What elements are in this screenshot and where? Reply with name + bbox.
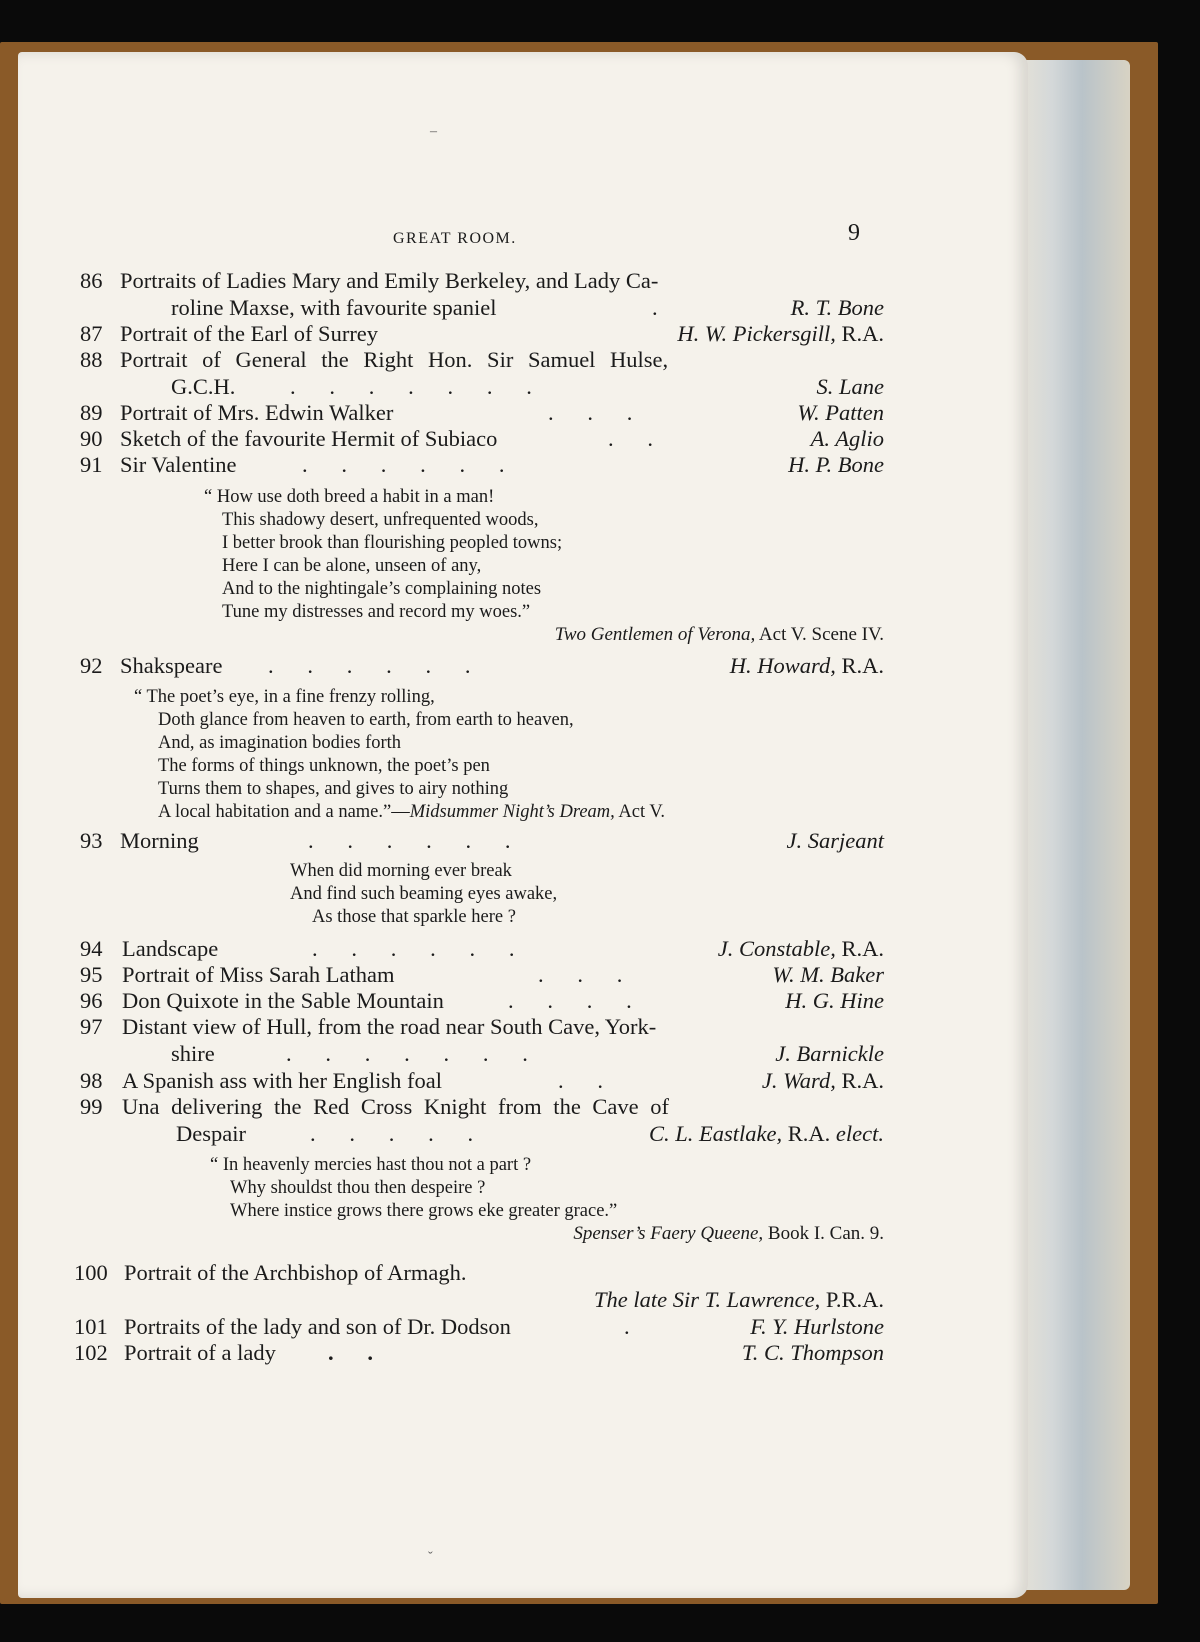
artist-name: A. Aglio <box>810 426 884 451</box>
verse-line: The forms of things unknown, the poet’s pen <box>158 756 490 776</box>
artist-name: W. M. Baker <box>772 962 884 987</box>
entry-number: 86 <box>80 268 103 293</box>
entry-number: 92 <box>80 653 103 678</box>
page-number: 9 <box>848 220 860 246</box>
verse-line: I better brook than flourishing peopled towns; <box>222 533 563 553</box>
verse-line: “ In heavenly mercies hast thou not a part ? <box>210 1155 532 1175</box>
verse-line-with-source <box>158 801 665 824</box>
verse-line: “ How use doth breed a habit in a man! <box>204 487 495 507</box>
leader-dots: . <box>624 1314 630 1339</box>
leader-dots: . . <box>558 1068 603 1093</box>
artist-credit <box>594 1287 884 1313</box>
entry-number: 102 <box>74 1340 108 1365</box>
artist-suffix-elect: elect. <box>835 1121 884 1146</box>
entry-title-cont: shire <box>171 1041 215 1066</box>
entry-title: Portrait of a lady <box>124 1340 276 1365</box>
artist-name: C. L. Eastlake, <box>649 1121 783 1146</box>
leader-dots: . . . . . . . <box>286 1041 528 1066</box>
artist-name: J. Sarjeant <box>786 828 884 853</box>
entry-title: Portrait of General the Right Hon. Sir Samuel Hulse, <box>120 347 669 372</box>
leader-dots: . . . . . . . <box>290 374 532 399</box>
artist-name: H. W. Pickersgill, <box>677 321 836 346</box>
verse-text: A local habitation and a name.”— <box>158 802 410 822</box>
artist-credit <box>762 1068 884 1094</box>
artist-name: J. Constable, <box>717 936 836 961</box>
verse-line: This shadowy desert, unfrequented woods, <box>222 510 539 530</box>
entry-title: Shakspeare <box>120 653 223 678</box>
entry-number: 87 <box>80 321 103 346</box>
artist-name: H. G. Hine <box>785 988 884 1013</box>
artist-name: J. Ward, <box>761 1068 836 1093</box>
artist-name: H. Howard, <box>729 653 836 678</box>
artist-suffix: R.A. <box>782 1121 836 1146</box>
artist-name: W. Patten <box>797 400 884 425</box>
source-ref: Act V. <box>614 802 665 822</box>
entry-number: 89 <box>80 400 103 425</box>
verse-line: Why shouldst thou then despeire ? <box>230 1178 486 1198</box>
artist-suffix: R.A. <box>835 653 884 678</box>
leader-dots: . . . . . <box>310 1121 474 1146</box>
entry-title: Landscape <box>122 936 219 961</box>
entry-title: Portrait of Miss Sarah Latham <box>122 962 395 987</box>
entry-number: 96 <box>80 988 103 1013</box>
artist-suffix: R.A. <box>835 321 884 346</box>
entry-title-cont: Despair <box>176 1121 246 1146</box>
artist-suffix: R.A. <box>835 936 884 961</box>
source-title: Spenser’s Faery Queene, <box>573 1223 764 1244</box>
source-ref: Book I. Can. 9. <box>763 1223 884 1244</box>
entry-title: Sir Valentine <box>120 452 237 477</box>
entry-number: 101 <box>74 1314 108 1339</box>
verse-line: When did morning ever break <box>290 861 512 881</box>
verse-line: As those that sparkle here ? <box>312 907 516 927</box>
quote-source <box>555 624 884 646</box>
entry-number: 100 <box>74 1260 108 1285</box>
leader-dots: . . . <box>538 962 623 987</box>
artist-name: F. Y. Hurlstone <box>750 1314 884 1339</box>
verse-line: Turns them to shapes, and gives to airy nothing <box>158 779 509 799</box>
artist-name: T. Lawrence, <box>704 1287 821 1312</box>
leader-dots: . . . . <box>508 988 632 1013</box>
source-title: Two Gentlemen of Verona, <box>554 624 756 645</box>
entry-number: 90 <box>80 426 103 451</box>
entry-title-cont: G.C.H. <box>171 374 236 399</box>
running-head: GREAT ROOM. <box>393 230 517 247</box>
verse-line: Doth glance from heaven to earth, from earth to heaven, <box>158 710 574 730</box>
leader-dots: . . <box>328 1340 373 1365</box>
page-edges <box>1010 60 1130 1590</box>
catalogue-page <box>18 52 1028 1598</box>
entry-number: 98 <box>80 1068 103 1093</box>
entry-number: 97 <box>80 1014 103 1039</box>
entry-title: Portrait of the Earl of Surrey <box>120 321 379 346</box>
entry-title: Portrait of the Archbishop of Armagh. <box>124 1260 467 1285</box>
printer-ornament: ˇ <box>428 1550 433 1565</box>
entry-title: Portrait of Mrs. Edwin Walker <box>120 400 394 425</box>
entry-title: Portraits of Ladies Mary and Emily Berkeley, and Lady Ca- <box>120 268 659 293</box>
verse-line: And find such beaming eyes awake, <box>290 884 558 904</box>
artist-credit <box>730 653 884 679</box>
entry-number: 99 <box>80 1094 103 1119</box>
artist-prefix: The late Sir <box>593 1287 699 1312</box>
leader-dots: . . . . . . <box>268 653 471 678</box>
entry-number: 95 <box>80 962 103 987</box>
artist-suffix: R.A. <box>835 1068 884 1093</box>
leader-dots: . . . <box>548 400 633 425</box>
leader-dots: . . <box>608 426 653 451</box>
entry-title-cont: roline Maxse, with favourite spaniel <box>171 295 497 320</box>
verse-line: “ The poet’s eye, in a fine frenzy rolling, <box>134 687 435 707</box>
artist-credit <box>677 321 884 347</box>
artist-credit <box>649 1121 884 1147</box>
artist-name: S. Lane <box>816 374 884 399</box>
verse-line: Here I can be alone, unseen of any, <box>222 556 482 576</box>
verse-line: Tune my distresses and record my woes.” <box>222 602 531 622</box>
verse-line: And, as imagination bodies forth <box>158 733 402 753</box>
entry-number: 88 <box>80 347 103 372</box>
entry-title: Sketch of the favourite Hermit of Subiaco <box>120 426 498 451</box>
entry-number: 94 <box>80 936 103 961</box>
artist-name: R. T. Bone <box>790 295 884 320</box>
entry-title: Morning <box>120 828 199 853</box>
verse-line: And to the nightingale’s complaining notes <box>222 579 542 599</box>
entry-title: A Spanish ass with her English foal <box>122 1068 442 1093</box>
source-title: Midsummer Night’s Dream, <box>409 802 615 822</box>
entry-title: Distant view of Hull, from the road near South Cave, York- <box>122 1014 657 1039</box>
artist-name: T. C. Thompson <box>741 1340 884 1365</box>
source-ref: Act V. Scene IV. <box>755 624 884 645</box>
entry-number: 93 <box>80 828 103 853</box>
artist-suffix: P.R.A. <box>820 1287 884 1312</box>
leader-dots: . . . . . . <box>312 936 515 961</box>
quote-source <box>573 1223 884 1245</box>
artist-credit <box>718 936 884 962</box>
leader-dots: . . . . . . <box>302 452 505 477</box>
leader-dots: . . . . . . <box>308 828 511 853</box>
verse-line: Where instice grows there grows eke greater grace.” <box>230 1201 618 1221</box>
artist-name: J. Barnickle <box>775 1041 884 1066</box>
entry-title: Una delivering the Red Cross Knight from the Cave of <box>122 1094 670 1119</box>
leader-dots: . <box>652 295 658 320</box>
printer-mark: – <box>430 124 437 139</box>
entry-title: Portraits of the lady and son of Dr. Dodson <box>124 1314 511 1339</box>
artist-name: H. P. Bone <box>788 452 884 477</box>
entry-title: Don Quixote in the Sable Mountain <box>122 988 444 1013</box>
entry-number: 91 <box>80 452 103 477</box>
